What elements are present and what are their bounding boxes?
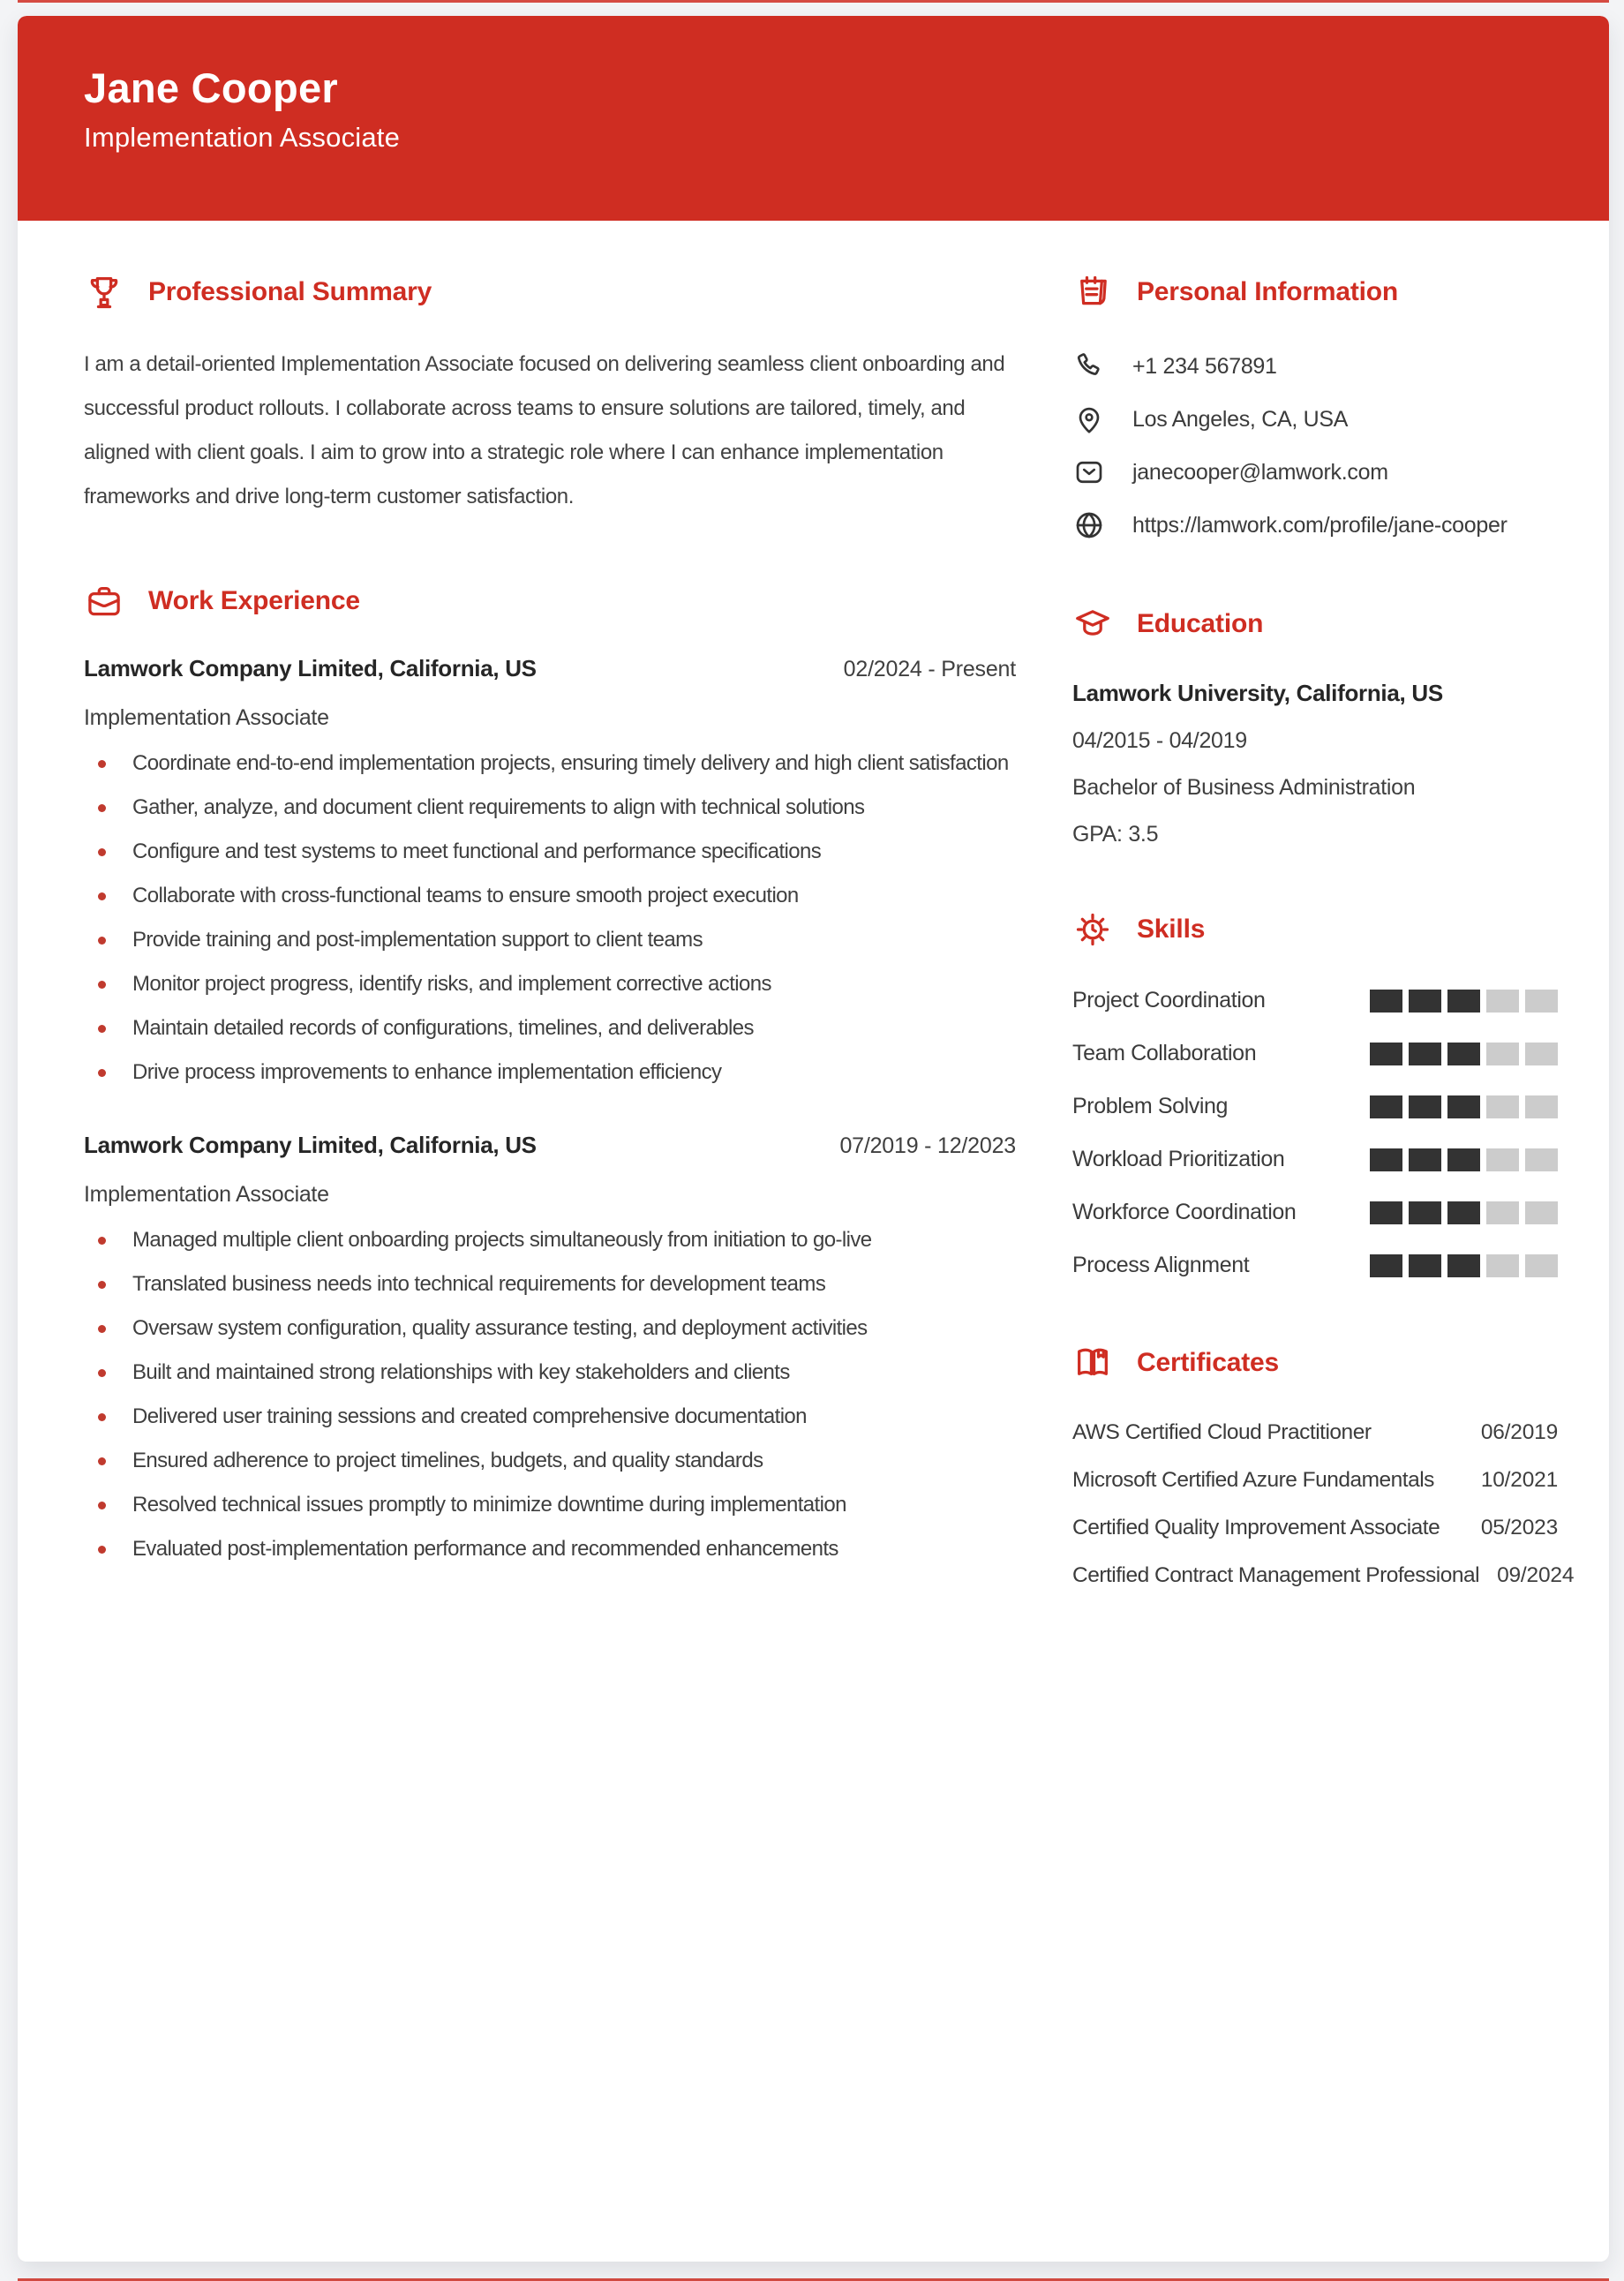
skill-segment-filled — [1447, 1043, 1480, 1065]
education-dates: 04/2015 - 04/2019 — [1072, 728, 1247, 753]
bullet-dot-icon — [98, 1069, 106, 1077]
job-bullet: Built and maintained strong relationships with key stakeholders and clients — [84, 1351, 1016, 1395]
skill-segment-empty — [1525, 990, 1558, 1013]
job-role: Implementation Associate — [84, 705, 329, 730]
skill-row — [1072, 1197, 1558, 1228]
skill-segment-filled — [1370, 1148, 1402, 1171]
certificate-name: Microsoft Certified Azure Fundamentals — [1072, 1468, 1434, 1492]
certificate-row — [1072, 1563, 1575, 1588]
job-bullet: Ensured adherence to project timelines, budgets, and quality standards — [84, 1439, 1016, 1483]
certificate-name: Certified Quality Improvement Associate — [1072, 1516, 1440, 1539]
skill-level-bar — [1370, 1095, 1558, 1118]
job-title-row — [84, 1132, 1016, 1159]
job-bullet: Delivered user training sessions and created comprehensive documentation — [84, 1395, 1016, 1439]
contact-row-email — [1072, 455, 1558, 489]
skill-label: Workforce Coordination — [1072, 1200, 1297, 1224]
email-value: janecooper@lamwork.com — [1132, 459, 1388, 485]
skill-level-bar — [1370, 990, 1558, 1013]
skill-segment-filled — [1370, 1254, 1402, 1277]
certificate-date: 05/2023 — [1480, 1516, 1558, 1539]
education-heading: Education — [1137, 609, 1264, 638]
certificates-heading: Certificates — [1137, 1348, 1280, 1377]
work-section — [84, 581, 1016, 1571]
certificate-name: AWS Certified Cloud Practitioner — [1072, 1420, 1372, 1444]
education-section — [1072, 604, 1558, 847]
bullet-dot-icon — [98, 848, 106, 856]
job-bullet: Resolved technical issues promptly to minimize downtime during implementation — [84, 1483, 1016, 1527]
envelope-icon — [1072, 455, 1106, 489]
job-bullet: Drive process improvements to enhance implementation efficiency — [84, 1050, 1016, 1095]
bullet-dot-icon — [98, 1281, 106, 1289]
briefcase-icon — [84, 581, 124, 621]
personal-info-section — [1072, 272, 1558, 542]
skill-label: Workload Prioritization — [1072, 1147, 1285, 1171]
graduation-cap-icon — [1072, 604, 1113, 644]
contact-row-website — [1072, 508, 1558, 542]
job-bullet: Monitor project progress, identify risks, and implement corrective actions — [84, 962, 1016, 1006]
bullet-dot-icon — [98, 937, 106, 945]
gear-clock-icon — [1072, 909, 1113, 950]
skill-row — [1072, 1250, 1558, 1281]
skill-segment-filled — [1447, 990, 1480, 1013]
certificates-heading-row — [1072, 1343, 1558, 1383]
job-title-row — [84, 655, 1016, 682]
work-heading: Work Experience — [148, 586, 360, 615]
job-bullet: Managed multiple client onboarding projects simultaneously from initiation to go-live — [84, 1218, 1016, 1262]
skill-segment-empty — [1486, 1254, 1519, 1277]
skills-heading-row — [1072, 909, 1558, 950]
right-column — [1072, 272, 1575, 1588]
skill-segment-filled — [1409, 1254, 1441, 1277]
person-name: Jane Cooper — [84, 64, 338, 111]
certificate-date: 06/2019 — [1480, 1420, 1558, 1444]
globe-icon — [1072, 508, 1106, 542]
bullet-dot-icon — [98, 1457, 106, 1465]
job-bullet: Maintain detailed records of configurations, timelines, and deliverables — [84, 1006, 1016, 1050]
education-school: Lamwork University, California, US — [1072, 680, 1443, 706]
personal-heading-row — [1072, 272, 1558, 312]
skill-segment-filled — [1409, 1148, 1441, 1171]
skill-segment-filled — [1370, 1201, 1402, 1224]
bullet-dot-icon — [98, 1237, 106, 1245]
skill-label: Project Coordination — [1072, 988, 1266, 1013]
page-edge-top — [18, 0, 1609, 3]
job-bullet: Evaluated post-implementation performance and recommended enhancements — [84, 1527, 1016, 1571]
bullet-dot-icon — [98, 1325, 106, 1333]
summary-section — [84, 272, 1016, 519]
skills-heading: Skills — [1137, 915, 1206, 944]
summary-heading: Professional Summary — [148, 277, 432, 306]
bullet-dot-icon — [98, 981, 106, 989]
resume-page — [18, 16, 1609, 2262]
skill-segment-filled — [1370, 1043, 1402, 1065]
skill-segment-filled — [1447, 1254, 1480, 1277]
bullet-dot-icon — [98, 1369, 106, 1377]
skill-segment-empty — [1525, 1148, 1558, 1171]
job-dates: 07/2019 - 12/2023 — [839, 1133, 1016, 1158]
bullet-dot-icon — [98, 1546, 106, 1554]
skill-segment-filled — [1447, 1201, 1480, 1224]
certificate-date: 09/2024 — [1497, 1563, 1575, 1587]
contact-row-location — [1072, 403, 1558, 436]
skill-segment-empty — [1486, 1043, 1519, 1065]
job-bullet: Gather, analyze, and document client requirements to align with technical solutions — [84, 786, 1016, 830]
job-bullet: Coordinate end-to-end implementation projects, ensuring timely delivery and high client satisfaction — [84, 742, 1016, 786]
skill-row — [1072, 985, 1558, 1016]
phone-icon — [1072, 350, 1106, 383]
left-column — [84, 272, 1016, 1588]
skill-segment-empty — [1486, 990, 1519, 1013]
website-value: https://lamwork.com/profile/jane-cooper — [1132, 512, 1507, 538]
job-bullets — [84, 1218, 1016, 1571]
skill-row — [1072, 1038, 1558, 1069]
education-degree: Bachelor of Business Administration — [1072, 775, 1416, 800]
certificate-list — [1072, 1420, 1575, 1588]
job-bullets — [84, 742, 1016, 1095]
job-company: Lamwork Company Limited, California, US — [84, 1132, 537, 1158]
skill-segment-filled — [1370, 1095, 1402, 1118]
education-gpa: GPA: 3.5 — [1072, 822, 1159, 847]
summary-text: I am a detail-oriented Implementation Associate focused on delivering seamless client onboarding and successful product rollouts. I collaborate across teams to ensure solutions are tailored, timely, and aligned with client goals. I aim to grow into a strategic role where I can enhance implementation frameworks and drive long-term customer satisfaction. — [84, 352, 1005, 508]
resume-header — [18, 16, 1609, 221]
open-book-icon — [1072, 1343, 1113, 1383]
skill-list — [1072, 985, 1558, 1281]
job-bullet: Oversaw system configuration, quality assurance testing, and deployment activities — [84, 1306, 1016, 1351]
bullet-dot-icon — [98, 892, 106, 900]
certificate-name: Certified Contract Management Professional — [1072, 1563, 1480, 1587]
job-entry — [84, 655, 1016, 1095]
skill-segment-empty — [1486, 1201, 1519, 1224]
contact-row-phone — [1072, 350, 1558, 383]
skill-segment-empty — [1525, 1201, 1558, 1224]
job-bullet: Collaborate with cross-functional teams to ensure smooth project execution — [84, 874, 1016, 918]
skills-section — [1072, 909, 1558, 1281]
skill-segment-empty — [1486, 1148, 1519, 1171]
skill-segment-filled — [1409, 1201, 1441, 1224]
phone-value: +1 234 567891 — [1132, 353, 1277, 379]
job-company: Lamwork Company Limited, California, US — [84, 655, 537, 681]
skill-level-bar — [1370, 1254, 1558, 1277]
job-dates: 02/2024 - Present — [843, 657, 1016, 681]
skill-level-bar — [1370, 1201, 1558, 1224]
certificates-section — [1072, 1343, 1575, 1588]
bullet-dot-icon — [98, 804, 106, 812]
education-heading-row — [1072, 604, 1558, 644]
work-heading-row — [84, 581, 1016, 621]
resume-body — [18, 221, 1609, 1588]
skill-segment-filled — [1447, 1148, 1480, 1171]
skill-level-bar — [1370, 1043, 1558, 1065]
skill-label: Process Alignment — [1072, 1253, 1250, 1277]
job-bullet: Translated business needs into technical requirements for development teams — [84, 1262, 1016, 1306]
location-value: Los Angeles, CA, USA — [1132, 406, 1349, 432]
skill-label: Team Collaboration — [1072, 1041, 1257, 1065]
job-entry — [84, 1132, 1016, 1571]
skill-segment-filled — [1409, 990, 1441, 1013]
skill-segment-empty — [1486, 1095, 1519, 1118]
skill-segment-empty — [1525, 1254, 1558, 1277]
certificate-row — [1072, 1516, 1558, 1540]
bullet-dot-icon — [98, 760, 106, 768]
job-role: Implementation Associate — [84, 1182, 329, 1207]
job-bullet: Configure and test systems to meet functional and performance specifications — [84, 830, 1016, 874]
personal-heading: Personal Information — [1137, 277, 1399, 306]
skill-row — [1072, 1091, 1558, 1122]
person-job-title: Implementation Associate — [84, 121, 401, 153]
certificate-date: 10/2021 — [1480, 1468, 1558, 1492]
skill-segment-filled — [1409, 1095, 1441, 1118]
skill-level-bar — [1370, 1148, 1558, 1171]
location-pin-icon — [1072, 403, 1106, 436]
trophy-icon — [84, 272, 124, 312]
bullet-dot-icon — [98, 1502, 106, 1509]
job-bullet: Provide training and post-implementation support to client teams — [84, 918, 1016, 962]
contact-list — [1072, 350, 1558, 542]
skill-segment-empty — [1525, 1043, 1558, 1065]
notepad-icon — [1072, 272, 1113, 312]
certificate-row — [1072, 1468, 1558, 1493]
skill-row — [1072, 1144, 1558, 1175]
bullet-dot-icon — [98, 1413, 106, 1421]
skill-segment-filled — [1447, 1095, 1480, 1118]
skill-label: Problem Solving — [1072, 1094, 1229, 1118]
skill-segment-empty — [1525, 1095, 1558, 1118]
skill-segment-filled — [1370, 990, 1402, 1013]
skill-segment-filled — [1409, 1043, 1441, 1065]
certificate-row — [1072, 1420, 1558, 1445]
summary-heading-row — [84, 272, 1016, 312]
bullet-dot-icon — [98, 1025, 106, 1033]
